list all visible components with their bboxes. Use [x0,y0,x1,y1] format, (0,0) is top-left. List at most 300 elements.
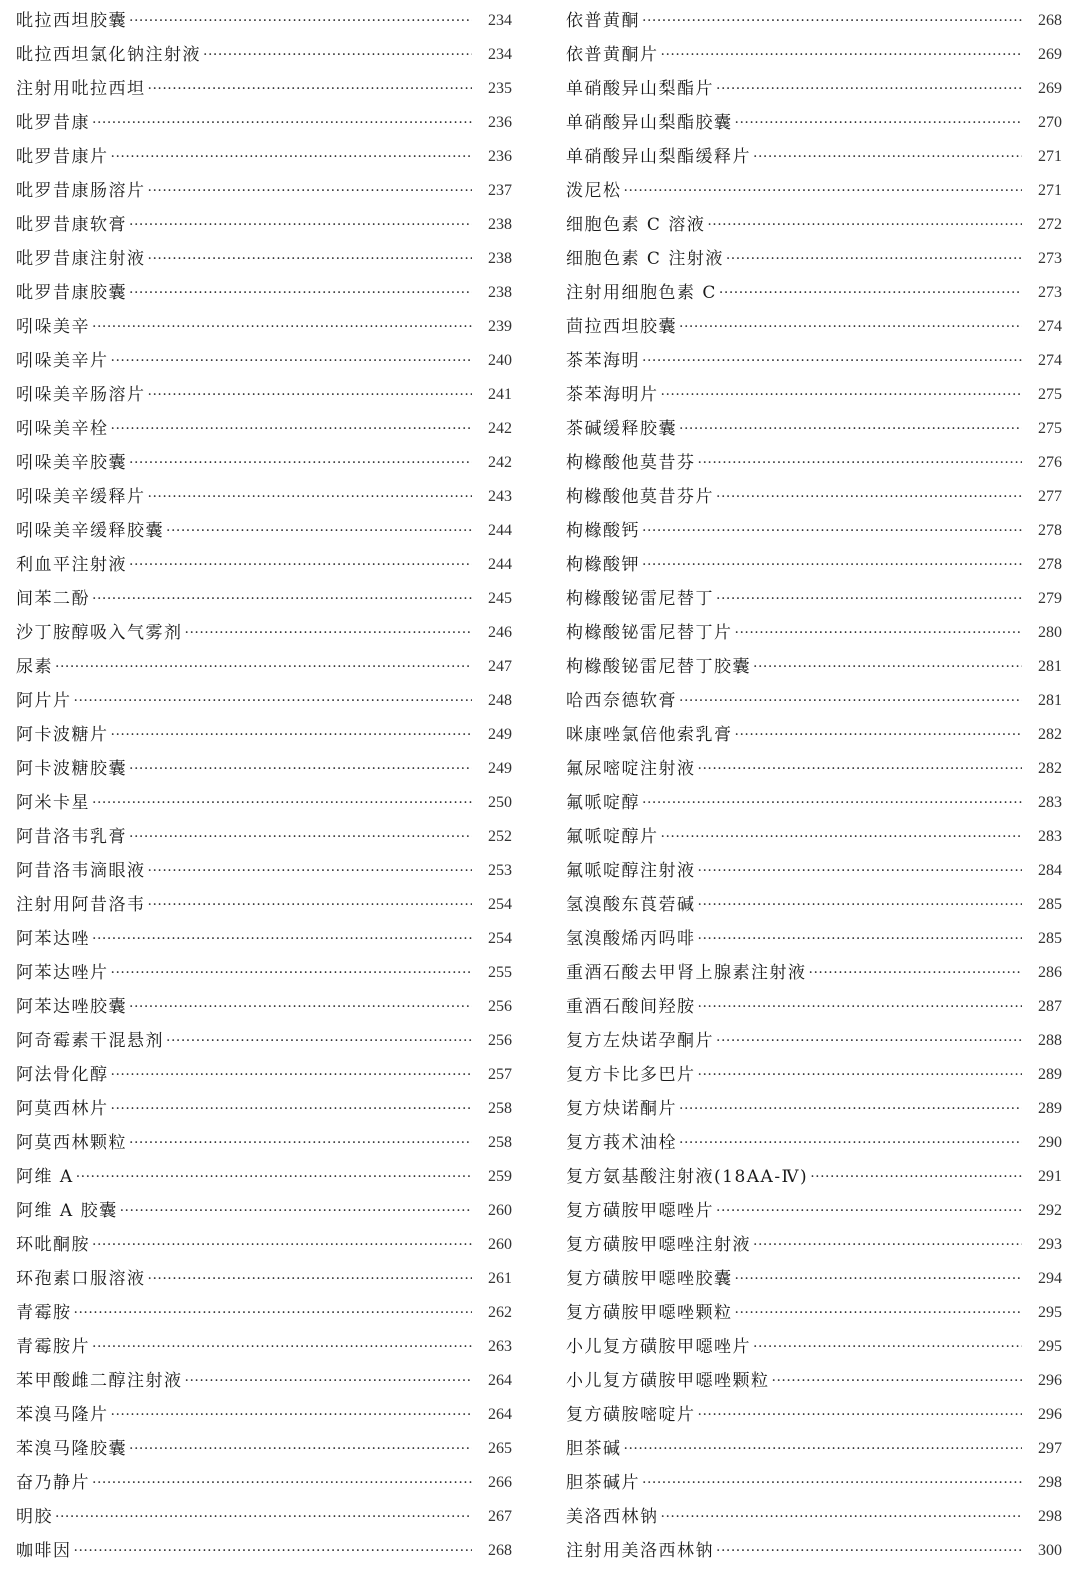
dot-leader [148,1262,473,1296]
entry-name: 吲哚美辛缓释胶囊 [16,521,164,541]
entry-name: 重酒石酸去甲肾上腺素注射液 [566,963,807,983]
dot-leader [642,1466,1022,1500]
entry-page-number: 256 [488,1032,512,1049]
entry-name: 阿米卡星 [16,793,90,813]
index-entry [16,888,512,922]
index-entry [566,684,1062,718]
dot-leader [129,446,472,480]
entry-page-number: 297 [1038,1440,1062,1457]
index-entry [566,1534,1062,1568]
index-entry [16,922,512,956]
entry-name: 茴拉西坦胶囊 [566,317,677,337]
entry-name: 奋乃静片 [16,1473,90,1493]
entry-page-number: 264 [488,1406,512,1423]
dot-leader [716,72,1022,106]
entry-name: 吡罗昔康 [16,113,90,133]
entry-page-number: 269 [1038,80,1062,97]
index-entry [566,412,1062,446]
dot-leader [92,106,472,140]
index-entry [566,378,1062,412]
entry-name: 单硝酸异山梨酯片 [566,79,714,99]
entry-page-number: 296 [1038,1406,1062,1423]
index-entry [16,548,512,582]
dot-leader [148,72,473,106]
index-entry [566,480,1062,514]
entry-page-number: 236 [488,148,512,165]
dot-leader [111,1092,473,1126]
entry-name: 氟尿嘧啶注射液 [566,759,696,779]
entry-page-number: 249 [488,760,512,777]
dot-leader [74,684,473,718]
entry-name: 小儿复方磺胺甲噁唑颗粒 [566,1371,770,1391]
entry-name: 青霉胺片 [16,1337,90,1357]
dot-leader [76,1160,472,1194]
dot-leader [166,1024,472,1058]
dot-leader [707,208,1022,242]
index-entry [16,1262,512,1296]
entry-name: 茶苯海明片 [566,385,659,405]
entry-page-number: 234 [488,46,512,63]
dot-leader [148,378,473,412]
entry-name: 沙丁胺醇吸入气雾剂 [16,623,183,643]
entry-name: 阿奇霉素干混悬剂 [16,1031,164,1051]
index-entry [16,1466,512,1500]
entry-name: 环吡酮胺 [16,1235,90,1255]
entry-page-number: 252 [488,828,512,845]
entry-page-number: 242 [488,454,512,471]
entry-page-number: 268 [488,1542,512,1559]
entry-page-number: 282 [1038,726,1062,743]
index-entry [566,242,1062,276]
dot-leader [92,582,472,616]
index-entry [566,1500,1062,1534]
entry-page-number: 248 [488,692,512,709]
entry-page-number: 271 [1038,148,1062,165]
entry-page-number: 235 [488,80,512,97]
entry-name: 环孢素口服溶液 [16,1269,146,1289]
index-column-right [566,4,1062,1568]
entry-page-number: 260 [488,1236,512,1253]
entry-page-number: 240 [488,352,512,369]
entry-page-number: 245 [488,590,512,607]
dot-leader [698,446,1023,480]
dot-leader [111,1398,473,1432]
dot-leader [661,38,1023,72]
index-entry [16,1160,512,1194]
index-entry [16,752,512,786]
index-entry [16,412,512,446]
index-entry [566,1296,1062,1330]
index-entry [566,752,1062,786]
index-entry [16,72,512,106]
dot-leader [810,1160,1022,1194]
entry-name: 吡罗昔康肠溶片 [16,181,146,201]
entry-page-number: 271 [1038,182,1062,199]
dot-leader [735,718,1023,752]
dot-leader [624,1432,1023,1466]
index-entry [16,684,512,718]
entry-name: 枸橼酸铋雷尼替丁 [566,589,714,609]
entry-name: 枸橼酸铋雷尼替丁片 [566,623,733,643]
dot-leader [129,548,472,582]
index-entry [16,956,512,990]
entry-name: 茶碱缓释胶囊 [566,419,677,439]
dot-leader [679,412,1022,446]
index-entry [566,140,1062,174]
entry-name: 注射用吡拉西坦 [16,79,146,99]
entry-name: 吲哚美辛缓释片 [16,487,146,507]
dot-leader [698,854,1023,888]
entry-name: 依普黄酮片 [566,45,659,65]
entry-page-number: 296 [1038,1372,1062,1389]
entry-name: 复方莪术油栓 [566,1133,677,1153]
entry-page-number: 295 [1038,1304,1062,1321]
dot-leader [772,1364,1023,1398]
entry-page-number: 238 [488,250,512,267]
dot-leader [92,1330,472,1364]
entry-page-number: 274 [1038,352,1062,369]
index-entry [566,956,1062,990]
dot-leader [185,1364,473,1398]
entry-name: 吲哚美辛 [16,317,90,337]
entry-name: 阿维 A 胶囊 [16,1201,118,1221]
entry-page-number: 258 [488,1134,512,1151]
entry-name: 吲哚美辛栓 [16,419,109,439]
dot-leader [92,786,472,820]
index-entry [566,1466,1062,1500]
dot-leader [753,140,1022,174]
entry-name: 单硝酸异山梨酯胶囊 [566,113,733,133]
entry-page-number: 285 [1038,930,1062,947]
entry-name: 复方炔诺酮片 [566,1099,677,1119]
entry-page-number: 256 [488,998,512,1015]
index-entry [16,718,512,752]
dot-leader [642,786,1022,820]
entry-name: 青霉胺 [16,1303,72,1323]
dot-leader [735,106,1023,140]
dot-leader [148,854,473,888]
index-entry [16,650,512,684]
entry-page-number: 244 [488,522,512,539]
entry-page-number: 254 [488,930,512,947]
entry-name: 泼尼松 [566,181,622,201]
entry-name: 吡罗昔康片 [16,147,109,167]
index-entry [566,650,1062,684]
entry-page-number: 285 [1038,896,1062,913]
entry-page-number: 281 [1038,692,1062,709]
entry-name: 复方磺胺甲噁唑颗粒 [566,1303,733,1323]
entry-page-number: 264 [488,1372,512,1389]
index-entry [16,446,512,480]
entry-page-number: 238 [488,216,512,233]
entry-page-number: 274 [1038,318,1062,335]
entry-page-number: 261 [488,1270,512,1287]
entry-name: 吡拉西坦胶囊 [16,11,127,31]
index-entry [16,1364,512,1398]
entry-name: 咖啡因 [16,1541,72,1561]
index-entry [16,1092,512,1126]
dot-leader [129,276,472,310]
entry-page-number: 244 [488,556,512,573]
dot-leader [111,956,473,990]
entry-name: 注射用阿昔洛韦 [16,895,146,915]
index-entry [566,174,1062,208]
entry-page-number: 273 [1038,250,1062,267]
dot-leader [129,752,472,786]
dot-leader [726,242,1022,276]
dot-leader [679,1126,1022,1160]
index-entry [566,1262,1062,1296]
index-entry [16,344,512,378]
entry-name: 枸橼酸铋雷尼替丁胶囊 [566,657,751,677]
entry-name: 阿苯达唑 [16,929,90,949]
index-entry [566,1092,1062,1126]
index-entry [16,1500,512,1534]
entry-page-number: 272 [1038,216,1062,233]
dot-leader [624,174,1023,208]
index-entry [566,718,1062,752]
entry-name: 美洛西林钠 [566,1507,659,1527]
index-entry [566,616,1062,650]
dot-leader [716,1534,1022,1568]
entry-page-number: 292 [1038,1202,1062,1219]
entry-name: 间苯二酚 [16,589,90,609]
entry-page-number: 276 [1038,454,1062,471]
dot-leader [642,344,1022,378]
dot-leader [679,1092,1022,1126]
entry-name: 氟哌啶醇 [566,793,640,813]
entry-name: 氟哌啶醇片 [566,827,659,847]
entry-page-number: 275 [1038,420,1062,437]
entry-page-number: 269 [1038,46,1062,63]
entry-name: 阿卡波糖胶囊 [16,759,127,779]
index-entry [16,174,512,208]
dot-leader [753,1228,1022,1262]
entry-page-number: 290 [1038,1134,1062,1151]
index-entry [566,514,1062,548]
entry-page-number: 291 [1038,1168,1062,1185]
index-entry [16,1024,512,1058]
dot-leader [129,4,472,38]
entry-page-number: 249 [488,726,512,743]
index-entry [566,786,1062,820]
index-entry [16,106,512,140]
entry-name: 吲哚美辛胶囊 [16,453,127,473]
dot-leader [120,1194,472,1228]
entry-page-number: 236 [488,114,512,131]
entry-name: 吡拉西坦氯化钠注射液 [16,45,201,65]
index-entry [566,106,1062,140]
dot-leader [661,820,1023,854]
entry-page-number: 250 [488,794,512,811]
entry-page-number: 280 [1038,624,1062,641]
entry-page-number: 258 [488,1100,512,1117]
index-entry [16,1534,512,1568]
entry-name: 苯溴马隆片 [16,1405,109,1425]
entry-name: 阿维 A [16,1167,74,1187]
index-entry [16,1126,512,1160]
index-entry [566,1364,1062,1398]
dot-leader [74,1534,473,1568]
entry-page-number: 284 [1038,862,1062,879]
entry-page-number: 278 [1038,522,1062,539]
entry-name: 氢溴酸烯丙吗啡 [566,929,696,949]
dot-leader [698,1398,1023,1432]
entry-name: 复方磺胺甲噁唑胶囊 [566,1269,733,1289]
entry-name: 胆茶碱 [566,1439,622,1459]
dot-leader [111,1058,473,1092]
index-entry [566,344,1062,378]
dot-leader [111,344,473,378]
index-entry [16,480,512,514]
entry-page-number: 259 [488,1168,512,1185]
dot-leader [698,888,1023,922]
entry-name: 复方磺胺甲噁唑注射液 [566,1235,751,1255]
entry-page-number: 266 [488,1474,512,1491]
dot-leader [129,1432,472,1466]
entry-name: 小儿复方磺胺甲噁唑片 [566,1337,751,1357]
entry-page-number: 295 [1038,1338,1062,1355]
dot-leader [92,310,472,344]
entry-page-number: 298 [1038,1474,1062,1491]
entry-name: 复方磺胺甲噁唑片 [566,1201,714,1221]
entry-name: 苯甲酸雌二醇注射液 [16,1371,183,1391]
entry-page-number: 255 [488,964,512,981]
dot-leader [92,922,472,956]
index-entry [16,820,512,854]
dot-leader [148,480,473,514]
entry-name: 复方左炔诺孕酮片 [566,1031,714,1051]
entry-page-number: 263 [488,1338,512,1355]
entry-page-number: 278 [1038,556,1062,573]
dot-leader [809,956,1023,990]
entry-name: 阿莫西林颗粒 [16,1133,127,1153]
index-entry [566,1194,1062,1228]
entry-page-number: 238 [488,284,512,301]
entry-name: 阿昔洛韦滴眼液 [16,861,146,881]
index-entry [566,1024,1062,1058]
entry-name: 阿卡波糖片 [16,725,109,745]
index-entry [566,276,1062,310]
dot-leader [74,1296,473,1330]
entry-page-number: 283 [1038,794,1062,811]
index-entry [16,1432,512,1466]
dot-leader [148,888,473,922]
entry-name: 阿苯达唑片 [16,963,109,983]
entry-page-number: 275 [1038,386,1062,403]
entry-name: 复方磺胺嘧啶片 [566,1405,696,1425]
dot-leader [185,616,473,650]
index-entry [566,582,1062,616]
entry-page-number: 287 [1038,998,1062,1015]
entry-page-number: 270 [1038,114,1062,131]
entry-name: 尿素 [16,657,53,677]
entry-name: 利血平注射液 [16,555,127,575]
index-entry [16,208,512,242]
entry-page-number: 254 [488,896,512,913]
dot-leader [716,480,1022,514]
entry-page-number: 243 [488,488,512,505]
entry-name: 咪康唑氯倍他索乳膏 [566,725,733,745]
index-entry [566,922,1062,956]
entry-name: 氢溴酸东莨菪碱 [566,895,696,915]
entry-name: 细胞色素 C 溶液 [566,215,706,235]
index-entry [16,378,512,412]
dot-leader [55,1500,472,1534]
index-entry [566,1398,1062,1432]
dot-leader [111,718,473,752]
entry-page-number: 242 [488,420,512,437]
entry-name: 苯溴马隆胶囊 [16,1439,127,1459]
entry-name: 哈西奈德软膏 [566,691,677,711]
index-entry [566,4,1062,38]
dot-leader [111,412,473,446]
entry-page-number: 253 [488,862,512,879]
index-entry [566,548,1062,582]
index-entry [16,1398,512,1432]
dot-leader [55,650,472,684]
dot-leader [735,1262,1023,1296]
index-entry [16,276,512,310]
dot-leader [679,684,1022,718]
entry-name: 复方卡比多巴片 [566,1065,696,1085]
entry-name: 重酒石酸间羟胺 [566,997,696,1017]
entry-name: 注射用细胞色素 C [566,283,717,303]
entry-name: 注射用美洛西林钠 [566,1541,714,1561]
entry-page-number: 288 [1038,1032,1062,1049]
dot-leader [129,990,472,1024]
entry-name: 枸橼酸他莫昔芬片 [566,487,714,507]
index-column-left [16,4,512,1568]
index-entry [16,4,512,38]
entry-name: 吲哚美辛片 [16,351,109,371]
entry-page-number: 279 [1038,590,1062,607]
index-entry [566,990,1062,1024]
index-entry [16,1330,512,1364]
entry-name: 阿莫西林片 [16,1099,109,1119]
entry-page-number: 268 [1038,12,1062,29]
dot-leader [698,922,1023,956]
dot-leader [679,310,1022,344]
entry-name: 茶苯海明 [566,351,640,371]
index-entry [566,1160,1062,1194]
index-entry [566,1330,1062,1364]
entry-name: 阿苯达唑胶囊 [16,997,127,1017]
index-entry [566,854,1062,888]
entry-page-number: 289 [1038,1100,1062,1117]
entry-page-number: 267 [488,1508,512,1525]
entry-name: 单硝酸异山梨酯缓释片 [566,147,751,167]
dot-leader [203,38,472,72]
entry-name: 氟哌啶醇注射液 [566,861,696,881]
index-entry [566,1126,1062,1160]
entry-page-number: 294 [1038,1270,1062,1287]
entry-page-number: 260 [488,1202,512,1219]
entry-page-number: 262 [488,1304,512,1321]
dot-leader [129,208,472,242]
dot-leader [148,242,473,276]
dot-leader [753,650,1022,684]
dot-leader [716,582,1022,616]
entry-page-number: 237 [488,182,512,199]
dot-leader [661,1500,1023,1534]
entry-name: 枸橼酸钙 [566,521,640,541]
entry-page-number: 283 [1038,828,1062,845]
index-entry [566,888,1062,922]
entry-name: 细胞色素 C 注射液 [566,249,724,269]
index-entry [16,1296,512,1330]
entry-name: 阿昔洛韦乳膏 [16,827,127,847]
